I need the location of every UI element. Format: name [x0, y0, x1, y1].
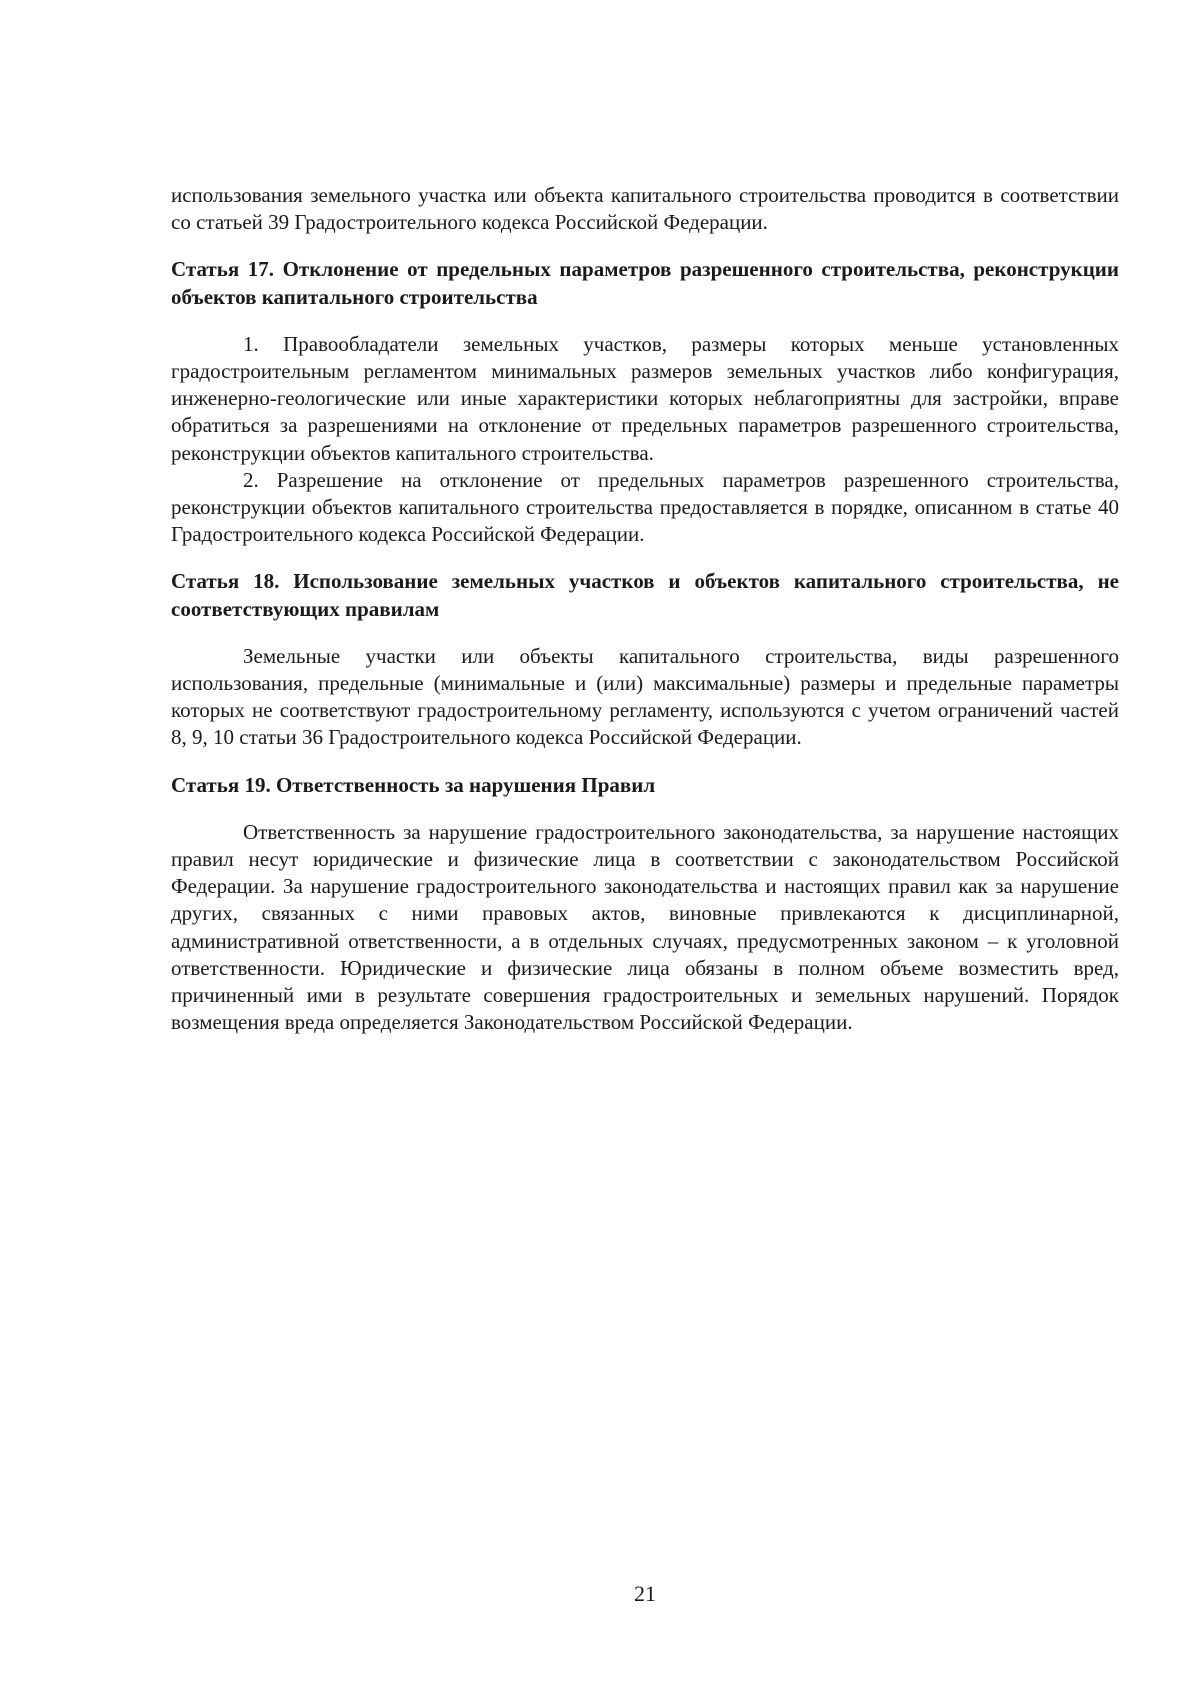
page-number: 21: [634, 1581, 656, 1606]
article-17-heading: Статья 17. Отклонение от предельных параметров разрешенного строительства, реконструкции объектов капитального строительства: [171, 257, 1119, 309]
article-19-heading: Статья 19. Ответственность за нарушения Правил: [171, 772, 656, 797]
article-18-heading: Статья 18. Использование земельных участков и объектов капитального строительства, не соответствующих правилам: [171, 569, 1119, 621]
article-17-paragraph-2: 2. Разрешение на отклонение от предельных параметров разрешенного строительства, реконструкции объектов капитального строительства предоставляется в порядке, описанном в статье 40 Градостроительного кодекса Российской Федерации.: [171, 467, 1119, 547]
article-18-paragraph-1: Земельные участки или объекты капитального строительства, виды разрешенного использования, предельные (минимальные и (или) максимальные) размеры и предельные параметры которых не соответствуют градостроительному регламенту, используются с учетом ограничений частей 8, 9, 10 статьи 36 Градостроительного кодекса Российской Федерации.: [171, 643, 1119, 750]
document-page: [171, 182, 1119, 1036]
intro-paragraph: использования земельного участка или объекта капитального строительства проводится в соответствии со статьей 39 Градостроительного кодекса Российской Федерации.: [171, 183, 1119, 235]
article-17-paragraph-1: 1. Правообладатели земельных участков, размеры которых меньше установленных градостроительным регламентом минимальных размеров земельных участков либо конфигурация, инженерно-геологические или иные характеристики которых неблагоприятны для застройки, вправе обратиться за разрешениями на отклонение от предельных параметров разрешенного строительства, реконструкции объектов капитального строительства.: [171, 331, 1119, 465]
article-19-paragraph-1: Ответственность за нарушение градостроительного законодательства, за нарушение настоящих правил несут юридические и физические лица в соответствии с законодательством Российской Федерации. За нарушение градостроительного законодательства и настоящих правил как за нарушение других, связанных с ними правовых актов, виновные привлекаются к дисциплинарной, административной ответственности, а в отдельных случаях, предусмотренных законом – к уголовной ответственности. Юридические и физические лица обязаны в полном объеме возместить вред, причиненный ими в результате совершения градостроительных и земельных нарушений. Порядок возмещения вреда определяется Законодательством Российской Федерации.: [171, 819, 1119, 1035]
